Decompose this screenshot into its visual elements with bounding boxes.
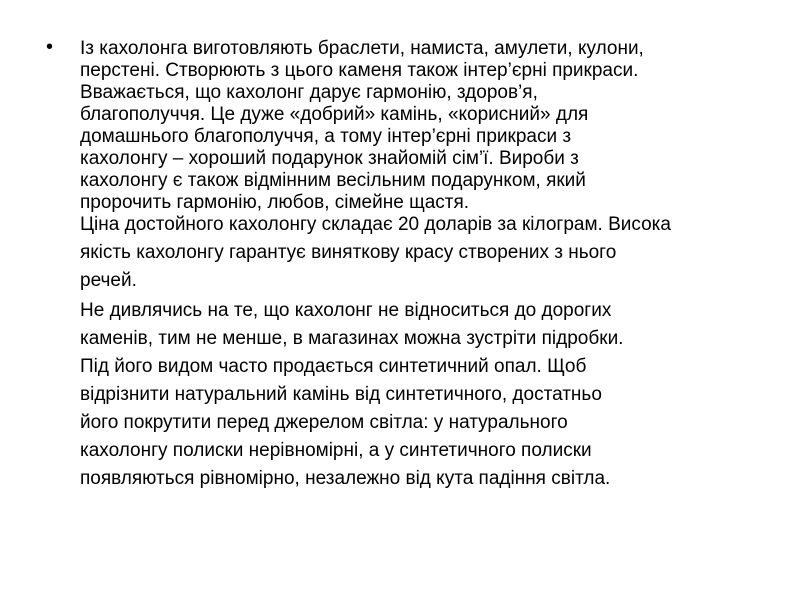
paragraph-line: Не дивлячись на те, що кахолонг не відноситься до дорогих [80, 300, 612, 321]
paragraph-2 [80, 211, 770, 295]
paragraph-line: речей. [80, 270, 137, 291]
paragraph-line: пророчить гармонію, любов, сімейне щастя. [80, 192, 470, 213]
paragraph-line: благополуччя. Це дуже «добрий» камінь, «корисний» для [80, 104, 589, 125]
paragraph-line: Ціна достойного кахолонгу складає 20 доларів за кілограм. Висока [80, 214, 671, 235]
paragraph-1 [80, 38, 770, 214]
paragraph-line: Із кахолонга виготовляють браслети, намиста, амулети, кулони, [80, 38, 644, 59]
paragraph-line: перстені. Створюють з цього каменя також інтер’єрні прикраси. [80, 60, 639, 81]
paragraph-line: домашнього благополуччя, а тому інтер’єрні прикраси з [80, 126, 572, 147]
paragraph-3 [80, 297, 770, 493]
paragraph-line: Вважається, що кахолонг дарує гармонію, здоров’я, [80, 82, 538, 103]
paragraph-line: каменів, тим не менше, в магазинах можна зустріти підробки. [80, 328, 624, 349]
paragraph-line: його покрутити перед джерелом світла: у натурального [80, 412, 568, 433]
paragraph-line: Під його видом часто продається синтетичний опал. Щоб [80, 356, 587, 377]
bullet-icon: • [46, 36, 54, 58]
paragraph-line: якість кахолонгу гарантує виняткову красу створених з нього [80, 242, 617, 263]
paragraph-line: кахолонгу – хороший подарунок знайомій сім’ї. Вироби з [80, 148, 579, 169]
paragraph-line: відрізнити натуральний камінь від синтетичного, достатньо [80, 384, 602, 405]
paragraph-line: кахолонгу полиски нерівномірні, а у синтетичного полиски [80, 440, 592, 461]
paragraph-line: появляються рівномірно, незалежно від кута падіння світла. [80, 468, 611, 489]
paragraph-line: кахолонгу є також відмінним весільним подарунком, який [80, 170, 586, 191]
